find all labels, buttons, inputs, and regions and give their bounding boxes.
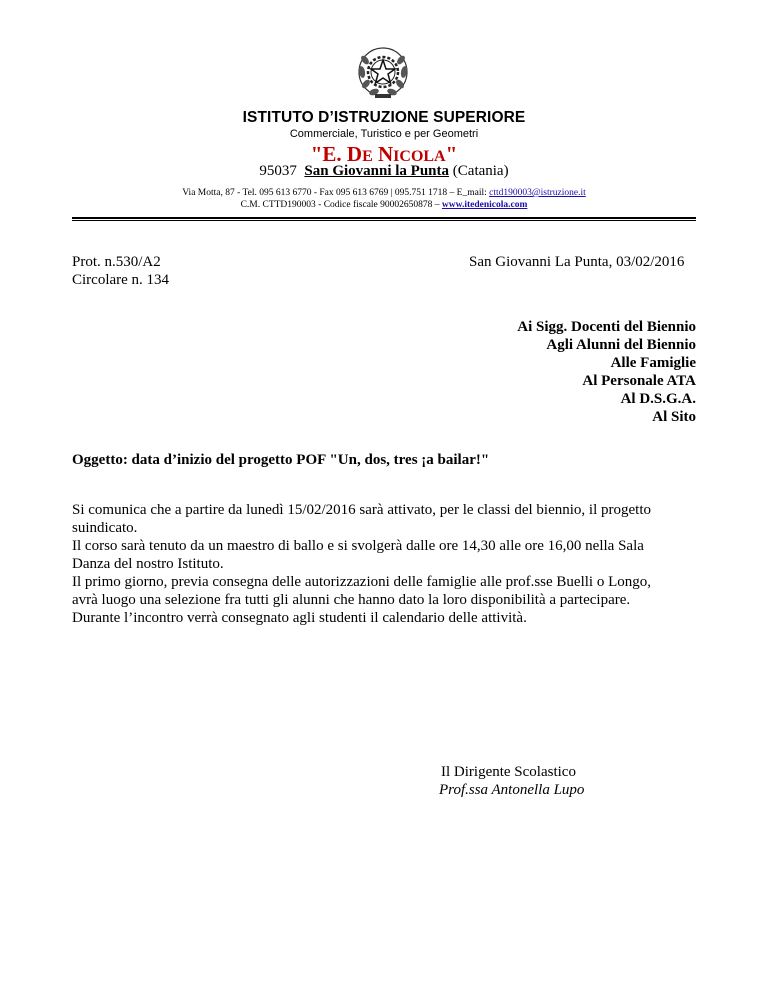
recipients-list bbox=[517, 318, 696, 426]
school-name: "E. DE NICOLA" bbox=[310, 142, 458, 166]
recipient: Agli Alunni del Biennio bbox=[546, 337, 696, 353]
body-line: Il corso sarà tenuto da un maestro di ballo e si svolgerà dalle ore 14,30 alle ore 16,00 nella Sala bbox=[72, 538, 644, 554]
protocol-number: Prot. n.530/A2 bbox=[72, 254, 161, 270]
institute-name: ISTITUTO D’ISTRUZIONE SUPERIORE bbox=[242, 109, 526, 126]
town: San Giovanni la Punta bbox=[304, 163, 450, 179]
contact-line-2: C.M. CTTD190003 - Codice fiscale 90002650878 – www.itedenicola.com bbox=[240, 200, 528, 210]
header-divider bbox=[72, 217, 696, 219]
website-link[interactable]: www.itedenicola.com bbox=[441, 200, 528, 210]
body-line: Il primo giorno, previa consegna delle autorizzazioni delle famiglie alle prof.sse Buelli o Longo, bbox=[72, 574, 651, 590]
school-address bbox=[0, 163, 768, 180]
place-date: San Giovanni La Punta, 03/02/2016 bbox=[469, 254, 685, 270]
signature-role: Il Dirigente Scolastico bbox=[441, 764, 576, 780]
body-line: Durante l’incontro verrà consegnato agli studenti il calendario delle attività. bbox=[72, 610, 527, 626]
subject-line: Oggetto: data d’inizio del progetto POF "Un, dos, tres ¡a bailar!" bbox=[72, 452, 490, 468]
signature-name: Prof.ssa Antonella Lupo bbox=[439, 782, 585, 798]
body-line: avrà luogo una selezione fra tutti gli alunni che hanno dato la loro disponibilità a partecipare. bbox=[72, 592, 631, 608]
recipient: Al Sito bbox=[652, 409, 696, 425]
header-divider-thin bbox=[72, 220, 696, 221]
recipient: Alle Famiglie bbox=[610, 355, 696, 371]
email-link[interactable]: cttd190003@istruzione.it bbox=[489, 188, 586, 198]
province: (Catania) bbox=[452, 163, 509, 179]
recipient: Al Personale ATA bbox=[582, 373, 696, 389]
postal-code: 95037 bbox=[259, 163, 297, 179]
body-line: Danza del nostro Istituto. bbox=[72, 556, 224, 572]
recipient: Ai Sigg. Docenti del Biennio bbox=[517, 319, 696, 335]
body-line: Si comunica che a partire da lunedì 15/02/2016 sarà attivato, per le classi del biennio, il progetto bbox=[72, 502, 651, 518]
circular-number: Circolare n. 134 bbox=[72, 272, 170, 288]
recipient: Al D.S.G.A. bbox=[620, 391, 696, 407]
body-line: suindicato. bbox=[72, 520, 138, 536]
institute-subtitle: Commerciale, Turistico e per Geometri bbox=[289, 128, 479, 140]
italian-republic-emblem-icon bbox=[354, 44, 412, 102]
body-text bbox=[72, 501, 696, 627]
contact-line-1: Via Motta, 87 - Tel. 095 613 6770 - Fax 095 613 6769 | 095.751 1718 – E_mail: cttd190003@istruzione.it bbox=[182, 188, 586, 198]
